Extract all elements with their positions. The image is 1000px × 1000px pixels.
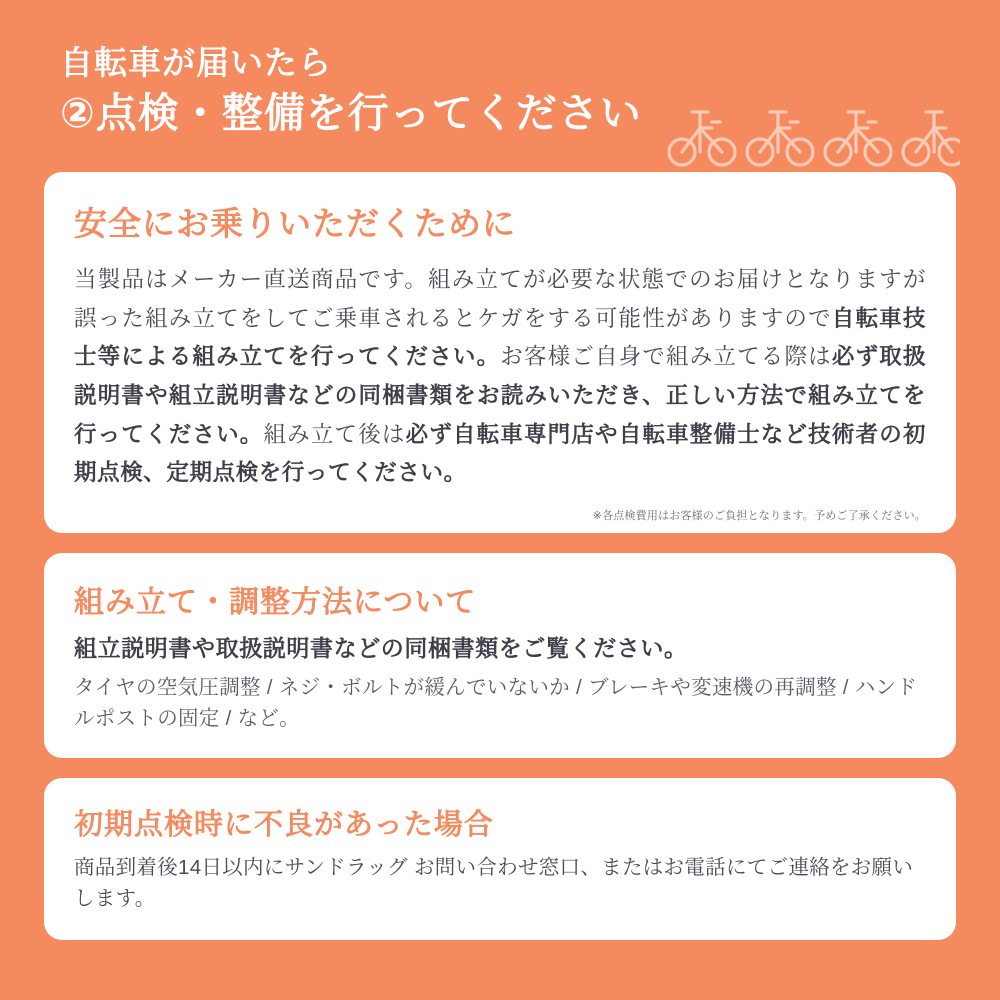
assembly-card-lead: 組立説明書や取扱説明書などの同梱書類をご覧ください。: [74, 635, 688, 662]
bicycle-row-icon: [660, 100, 960, 170]
safety-text-part2: お客様ご自身で組み立てる際は: [500, 344, 832, 370]
assembly-card-title: 組み立て・調整方法について: [74, 586, 477, 620]
safety-card: [44, 172, 956, 533]
defect-card: [44, 778, 956, 941]
safety-card-body: [74, 261, 926, 493]
safety-text-bold3: 必ず自転車専門店や自転車整備士など技術者の初期点検、定期点検を行ってください。: [74, 421, 926, 486]
safety-text-bold2: 必ず取扱説明書や組立説明書などの同梱書類をお読みいただき、正しい方法で組み立てを行ってください。: [74, 344, 926, 447]
safety-text-part1: 当製品はメーカー直送商品です。組み立てが必要な状態でのお届けとなりますが誤った組み立てをしてご乗車されるとケガをする可能性がありますので: [74, 267, 926, 331]
header-line-2: ②点検・整備を行ってください: [60, 90, 642, 137]
safety-card-note: ※各点検費用はお客様のご負担となります。予めご了承ください。: [592, 510, 926, 523]
defect-card-title: 初期点検時に不良があった場合: [74, 808, 494, 841]
assembly-card: [44, 553, 956, 758]
safety-card-title: 安全にお乗りいただくために: [74, 205, 516, 242]
safety-text-part3: 組み立て後は: [263, 421, 406, 447]
page-header: [44, 42, 956, 172]
defect-card-body: 商品到着後14日以内にサンドラッグ お問い合わせ窓口、またはお電話にてご連絡をお願いします。: [74, 855, 914, 910]
assembly-card-items: タイヤの空気圧調整 / ネジ・ボルトが緩んでいないか / ブレーキや変速機の再調整 / ハンドルポストの固定 / など。: [74, 675, 918, 730]
header-line-1: 自転車が届いたら: [60, 44, 332, 81]
safety-text-bold1: 自転車技士等による組み立てを行ってください。: [74, 305, 926, 370]
